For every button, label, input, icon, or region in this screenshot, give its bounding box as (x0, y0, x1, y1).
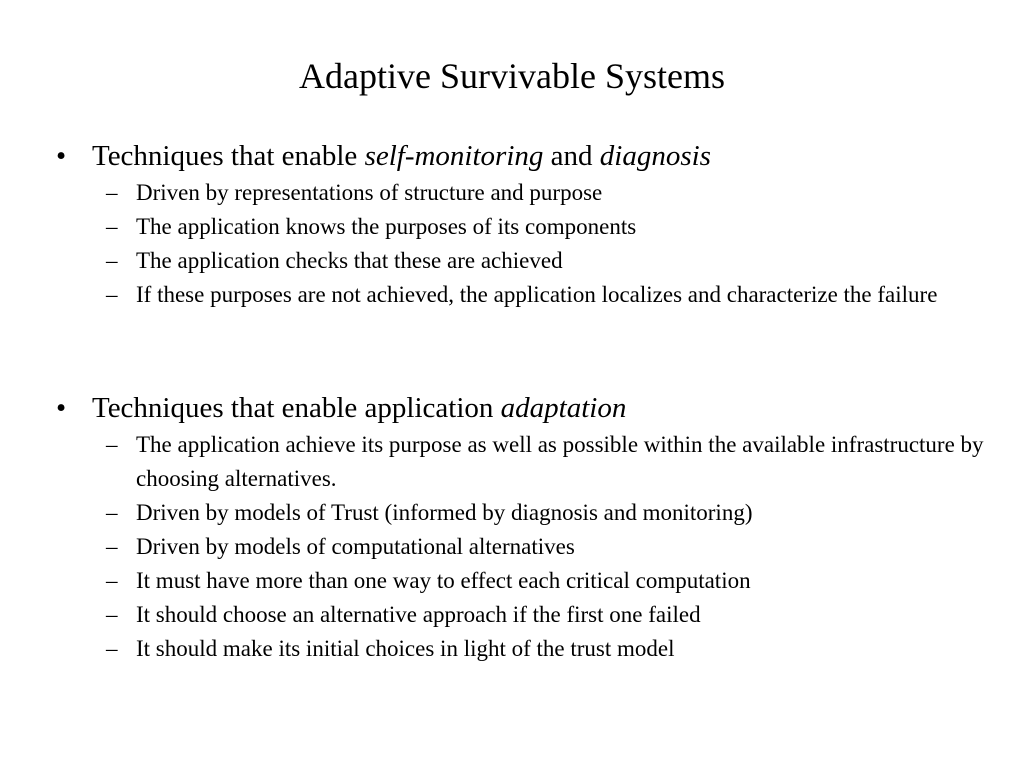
sub-item (106, 176, 996, 210)
sub-item-text: Driven by representations of structure and purpose (136, 180, 603, 205)
sub-item-text: If these purposes are not achieved, the application localizes and characterize the failure (136, 282, 938, 307)
sub-item (106, 278, 996, 312)
dash-icon: – (106, 568, 118, 593)
sub-item-text: The application checks that these are achieved (136, 248, 563, 273)
sub-item-text: It must have more than one way to effect each critical computation (136, 568, 751, 593)
sub-item-text: Driven by models of Trust (informed by diagnosis and monitoring) (136, 500, 753, 525)
dash-icon: – (106, 248, 118, 273)
slide-title: Adaptive Survivable Systems (299, 56, 725, 96)
sub-item (106, 244, 996, 278)
bullet-heading (56, 390, 996, 426)
dash-icon: – (106, 214, 118, 239)
sub-item (106, 210, 996, 244)
bullet-text-part: Techniques that enable (92, 140, 365, 172)
sub-item-text: It should choose an alternative approach if the first one failed (136, 602, 701, 627)
sub-item (106, 564, 996, 598)
bullet-self-monitoring (56, 138, 996, 312)
dash-icon: – (106, 534, 118, 559)
sub-list (56, 176, 996, 312)
bullet-emphasis: diagnosis (599, 140, 711, 172)
sub-item (106, 530, 996, 564)
bullet-text-part: Techniques that enable application (92, 392, 501, 424)
sub-item-text: The application knows the purposes of its components (136, 214, 637, 239)
dash-icon: – (106, 500, 118, 525)
bullet-text-part: and (543, 140, 600, 172)
bullet-heading (56, 138, 996, 174)
dash-icon: – (106, 432, 118, 457)
sub-item-text: The application achieve its purpose as well as possible within the available infrastructure by choosing alternatives. (136, 432, 984, 491)
sub-item (106, 496, 996, 530)
dash-icon: – (106, 282, 118, 307)
bullet-dot-icon: • (56, 392, 67, 424)
sub-item (106, 632, 996, 666)
sub-list (56, 428, 996, 666)
bullet-adaptation (56, 390, 996, 666)
sub-item-text: Driven by models of computational alternatives (136, 534, 575, 559)
dash-icon: – (106, 636, 118, 661)
bullet-dot-icon: • (56, 140, 67, 172)
sub-item (106, 598, 996, 632)
dash-icon: – (106, 180, 118, 205)
bullet-emphasis: adaptation (500, 392, 627, 424)
sub-item-text: It should make its initial choices in light of the trust model (136, 636, 675, 661)
bullet-emphasis: self-monitoring (364, 140, 544, 172)
sub-item (106, 428, 996, 496)
dash-icon: – (106, 602, 118, 627)
